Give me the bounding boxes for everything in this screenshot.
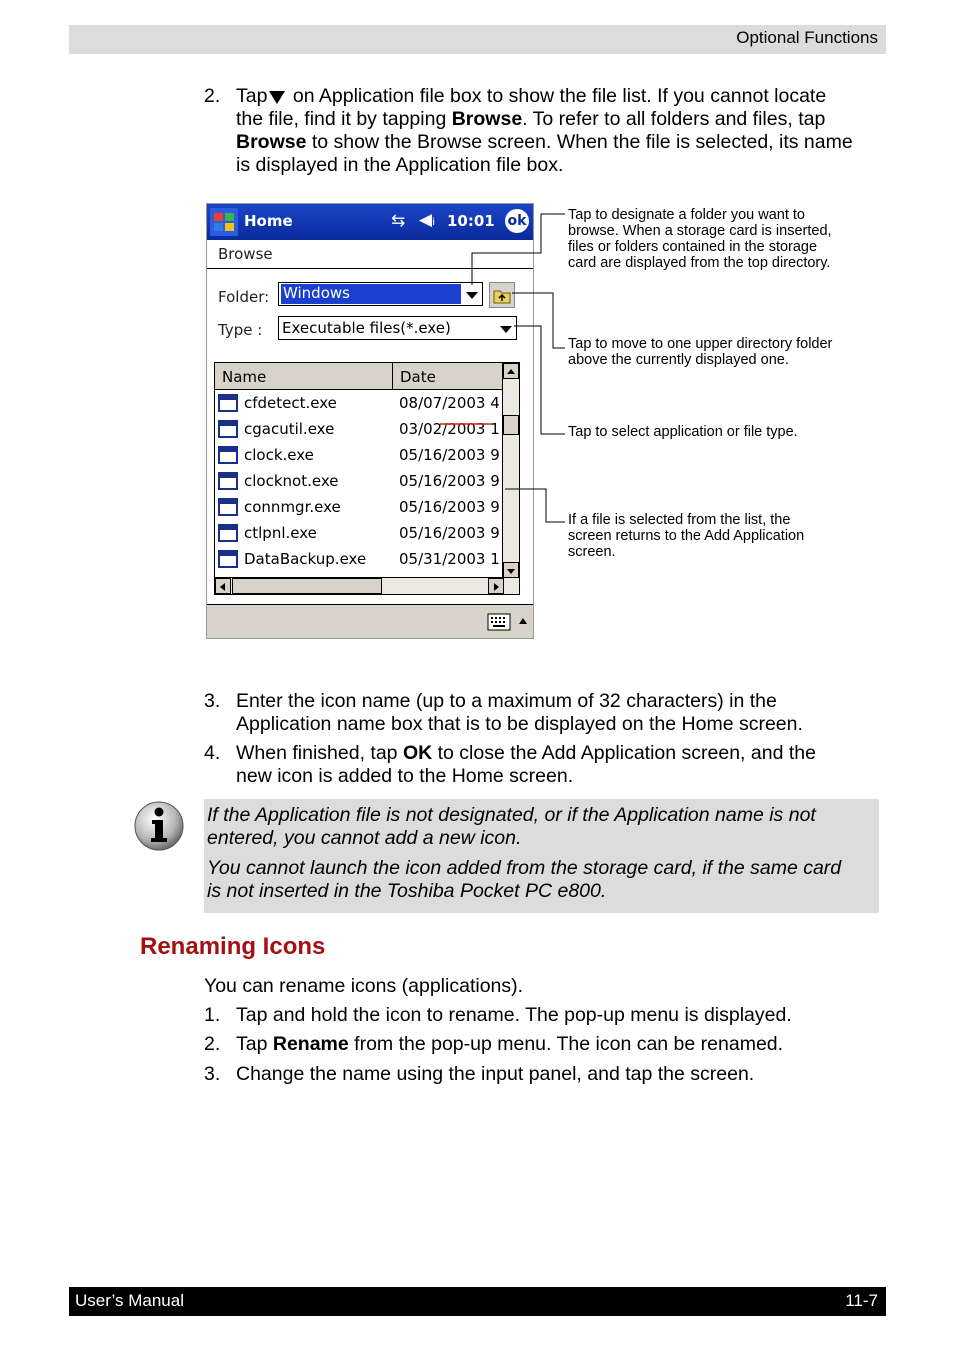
column-header-label: Name bbox=[222, 368, 267, 386]
step-number: 4. bbox=[204, 742, 221, 764]
step-text: Tap bbox=[236, 1033, 273, 1055]
step-text: the file, find it by tapping bbox=[236, 108, 452, 130]
callout-text: Tap to select application or file type. bbox=[568, 424, 798, 440]
rename-step-2 bbox=[204, 1033, 884, 1056]
callout-line-folder bbox=[472, 214, 565, 285]
callout-up bbox=[568, 336, 868, 368]
callout-text: card are displayed from the top directory. bbox=[568, 255, 831, 271]
file-date: 05/16/2003 9 bbox=[399, 524, 500, 542]
note-text: is not inserted in the Toshiba Pocket PC e800. bbox=[207, 880, 607, 902]
info-icon bbox=[133, 800, 185, 852]
connectivity-icon[interactable]: ⇆ bbox=[391, 211, 406, 231]
file-name: connmgr.exe bbox=[244, 498, 341, 516]
callout-text: Tap to move to one upper directory folder bbox=[568, 336, 833, 352]
step-text: Enter the icon name (up to a maximum of 32 characters) in the bbox=[236, 690, 777, 712]
step-text: Tap bbox=[236, 85, 268, 107]
callout-text: above the currently displayed one. bbox=[568, 352, 789, 368]
section-intro: You can rename icons (applications). bbox=[204, 975, 524, 997]
callout-text: screen returns to the Add Application bbox=[568, 528, 805, 544]
step-3 bbox=[204, 690, 884, 736]
page-number: 11-7 bbox=[845, 1291, 878, 1310]
folder-value: Windows bbox=[281, 284, 461, 304]
column-header-label: Date bbox=[400, 368, 436, 386]
callout-text: If a file is selected from the list, the bbox=[568, 512, 791, 528]
step-text: . To refer to all folders and files, tap bbox=[522, 108, 826, 130]
speaker-icon[interactable]: ◀ᵢ bbox=[419, 210, 436, 230]
file-date: 05/16/2003 9 bbox=[399, 446, 500, 464]
file-date: 05/16/2003 9 bbox=[399, 472, 500, 490]
step-number: 2. bbox=[204, 85, 221, 107]
step-number: 1. bbox=[204, 1004, 221, 1026]
type-value: Executable files(*.exe) bbox=[282, 319, 451, 337]
step-text: to show the Browse screen. When the file is selected, its name bbox=[306, 131, 853, 153]
step-text: Change the name using the input panel, and tap the screen. bbox=[236, 1063, 755, 1085]
callout-text: screen. bbox=[568, 544, 616, 560]
file-date: 05/31/2003 1 bbox=[399, 550, 500, 568]
note-text: entered, you cannot add a new icon. bbox=[207, 827, 522, 849]
clock[interactable]: 10:01 bbox=[447, 212, 495, 230]
step-4 bbox=[204, 742, 884, 788]
file-date: 08/07/2003 4 bbox=[399, 394, 500, 412]
file-date: 03/02/2003 1 bbox=[399, 420, 500, 438]
note-text: You cannot launch the icon added from the storage card, if the same card bbox=[207, 857, 842, 879]
callout-list bbox=[568, 512, 868, 560]
note-text: If the Application file is not designated, or if the Application name is not bbox=[207, 804, 816, 826]
note-box bbox=[204, 799, 879, 913]
note-paragraph bbox=[207, 857, 841, 903]
file-name: DataBackup.exe bbox=[244, 550, 367, 568]
file-name: clocknot.exe bbox=[244, 472, 339, 490]
step-bold-text: Browse bbox=[451, 108, 523, 130]
type-label: Type : bbox=[218, 321, 263, 339]
callout-text: Tap to designate a folder you want to bbox=[568, 207, 805, 223]
file-name: clock.exe bbox=[244, 446, 314, 464]
file-name: cfdetect.exe bbox=[244, 394, 337, 412]
callout-text: files or folders contained in the storage bbox=[568, 239, 818, 255]
callout-line-up bbox=[512, 293, 565, 348]
app-title: Home bbox=[244, 212, 293, 230]
step-bold-text: OK bbox=[402, 742, 433, 764]
step-bold-text: Browse bbox=[236, 131, 307, 153]
folder-label: Folder: bbox=[218, 288, 270, 306]
callout-folder bbox=[568, 207, 868, 271]
step-number: 3. bbox=[204, 1063, 221, 1085]
step-text: to close the Add Application screen, and the bbox=[432, 742, 816, 764]
page-footer bbox=[69, 1287, 886, 1316]
rename-step-1 bbox=[204, 1004, 884, 1027]
ok-button[interactable]: ok bbox=[505, 209, 529, 233]
step-text: from the pop-up menu. The icon can be renamed. bbox=[348, 1033, 784, 1055]
callout-text: browse. When a storage card is inserted, bbox=[568, 223, 832, 239]
step-text: Application name box that is to be displayed on the Home screen. bbox=[236, 713, 803, 735]
step-text: is displayed in the Application file box. bbox=[236, 154, 564, 176]
step-bold-text: Rename bbox=[272, 1033, 349, 1055]
step-text: Tap and hold the icon to rename. The pop-up menu is displayed. bbox=[236, 1004, 792, 1026]
callout-type bbox=[568, 424, 868, 440]
rename-step-3 bbox=[204, 1063, 884, 1086]
step-text: on Application file box to show the file list. If you cannot locate bbox=[287, 85, 827, 107]
file-date: 05/16/2003 9 bbox=[399, 498, 500, 516]
header-section-title: Optional Functions bbox=[736, 28, 878, 47]
file-name: cgacutil.exe bbox=[244, 420, 335, 438]
note-paragraph bbox=[207, 804, 816, 850]
step-number: 2. bbox=[204, 1033, 221, 1055]
step-number: 3. bbox=[204, 690, 221, 712]
step-text: new icon is added to the Home screen. bbox=[236, 765, 574, 787]
file-name: ctlpnl.exe bbox=[244, 524, 317, 542]
callout-line-type bbox=[514, 326, 565, 434]
step-text: When finished, tap bbox=[236, 742, 403, 764]
footer-manual-title: User’s Manual bbox=[75, 1291, 184, 1310]
section-heading: Renaming Icons bbox=[140, 933, 326, 960]
callout-line-list bbox=[505, 489, 565, 522]
screen-subtitle: Browse bbox=[218, 245, 273, 263]
